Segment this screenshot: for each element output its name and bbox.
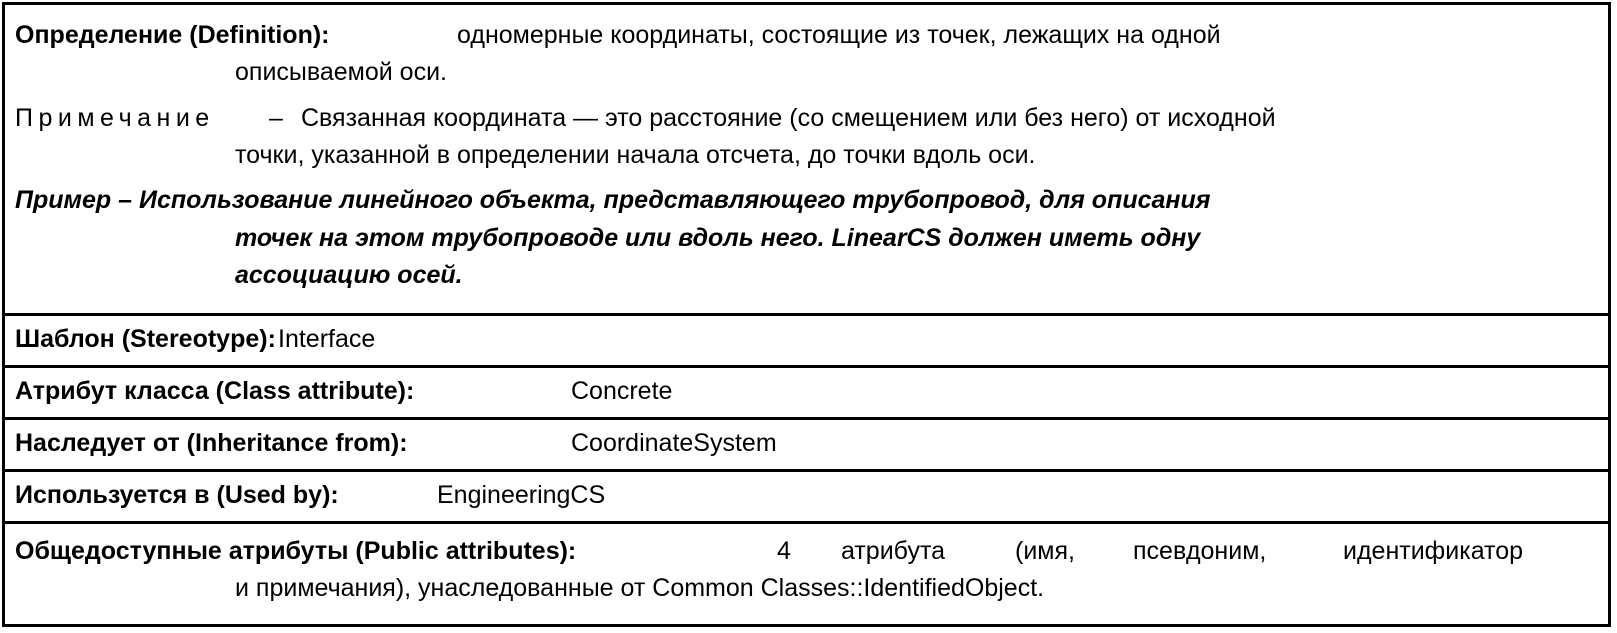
stereotype-label: Шаблон (Stereotype): (15, 325, 276, 353)
public-attributes-word-2: атрибута (841, 537, 946, 565)
definition-label: Определение (Definition): (15, 21, 330, 49)
public-attributes-word-4: псевдоним, (1133, 537, 1267, 565)
definition-cell (5, 5, 1608, 313)
stereotype-row (5, 313, 1608, 365)
note-text-line2: точки, указанной в определении начала отсчета, до точки вдоль оси. (235, 141, 1036, 169)
example-text-line3: ассоциацию осей. (235, 261, 463, 289)
used-by-row (5, 469, 1608, 521)
note-dash: – (269, 104, 283, 132)
stereotype-value: Interface (278, 325, 376, 353)
inheritance-row (5, 417, 1608, 469)
definition-text-line1: одномерные координаты, состоящие из точек, лежащих на одной (457, 21, 1221, 49)
example-text-line1: Пример – Использование линейного объекта, представляющего трубопровод, для описания (15, 186, 1211, 214)
public-attributes-row (5, 521, 1608, 624)
inheritance-label: Наследует от (Inheritance from): (15, 429, 408, 457)
public-attributes-line2: и примечания), унаследованные от Common Classes::IdentifiedObject. (235, 574, 1045, 602)
class-attribute-label: Атрибут класса (Class attribute): (15, 377, 415, 405)
class-attribute-value: Concrete (571, 377, 673, 405)
example-text-line2: точек на этом трубопроводе или вдоль него. LinearCS должен иметь одну (235, 224, 1201, 252)
class-definition-table (2, 2, 1611, 627)
definition-text-line2: описываемой оси. (235, 58, 447, 86)
note-label: Примечание (15, 104, 215, 132)
class-attribute-row (5, 365, 1608, 417)
note-text-line1: Связанная координата — это расстояние (со смещением или без него) от исходной (301, 104, 1276, 132)
public-attributes-label: Общедоступные атрибуты (Public attributes): (15, 537, 577, 565)
used-by-value: EngineeringCS (437, 481, 606, 509)
public-attributes-word-5: идентификатор (1343, 537, 1524, 565)
public-attributes-word-1: 4 (777, 537, 791, 565)
used-by-label: Используется в (Used by): (15, 481, 339, 509)
inheritance-value: CoordinateSystem (571, 429, 777, 457)
public-attributes-word-3: (имя, (1015, 537, 1075, 565)
